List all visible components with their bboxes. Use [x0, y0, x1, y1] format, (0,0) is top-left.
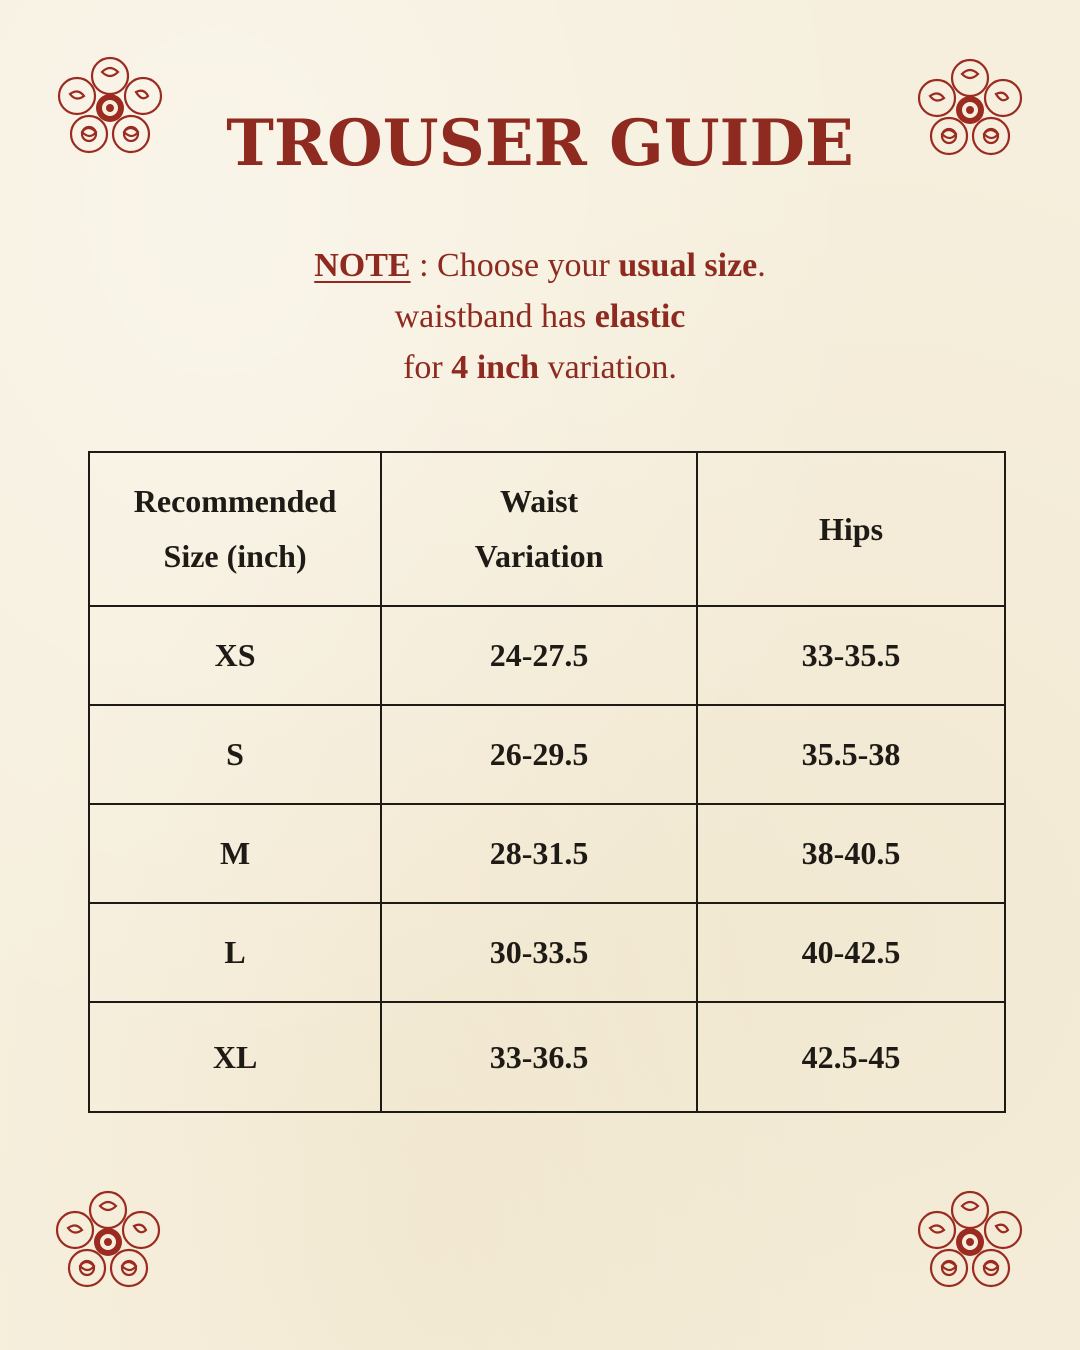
header-text: Variation: [474, 538, 604, 574]
header-hips: [697, 452, 1005, 606]
note-text: : Choose your: [410, 247, 619, 284]
header-recommended-size: [89, 452, 381, 606]
table-row: [89, 606, 1005, 705]
note-text: .: [757, 247, 766, 284]
note-line-3: [0, 342, 1080, 393]
table-row: [89, 903, 1005, 1002]
header-text: Waist: [499, 483, 579, 519]
header-waist-variation: [381, 452, 697, 606]
note-text: variation.: [539, 349, 677, 386]
note-text: waistband has: [394, 298, 595, 335]
size-table: [88, 451, 1006, 1113]
floral-ornament-icon: [52, 1188, 164, 1292]
cell-size: XS: [89, 606, 381, 705]
table-header-row: [89, 452, 1005, 606]
cell-waist: 26-29.5: [381, 705, 697, 804]
note-line-1: [0, 240, 1080, 291]
cell-hips: 33-35.5: [697, 606, 1005, 705]
cell-hips: 42.5-45: [697, 1002, 1005, 1112]
header-text: Recommended: [133, 483, 337, 519]
note-text: for: [403, 349, 452, 386]
cell-size: S: [89, 705, 381, 804]
cell-waist: 28-31.5: [381, 804, 697, 903]
note-line-2: [0, 291, 1080, 342]
table-row: [89, 705, 1005, 804]
header-text: Size (inch): [163, 538, 307, 574]
note-emphasis: elastic: [594, 298, 686, 335]
page-title: TROUSER GUIDE: [226, 106, 854, 181]
cell-size: L: [89, 903, 381, 1002]
cell-waist: 24-27.5: [381, 606, 697, 705]
note-emphasis: usual size: [618, 247, 758, 284]
cell-waist: 30-33.5: [381, 903, 697, 1002]
size-note: [0, 240, 1080, 393]
cell-size: M: [89, 804, 381, 903]
cell-hips: 40-42.5: [697, 903, 1005, 1002]
cell-size: XL: [89, 1002, 381, 1112]
table-row: [89, 804, 1005, 903]
cell-hips: 38-40.5: [697, 804, 1005, 903]
cell-hips: 35.5-38: [697, 705, 1005, 804]
note-label: NOTE: [314, 247, 411, 284]
floral-ornament-icon: [914, 1188, 1026, 1292]
header-text: Hips: [818, 510, 884, 547]
table-row: [89, 1002, 1005, 1112]
note-emphasis: 4 inch: [451, 349, 540, 386]
cell-waist: 33-36.5: [381, 1002, 697, 1112]
